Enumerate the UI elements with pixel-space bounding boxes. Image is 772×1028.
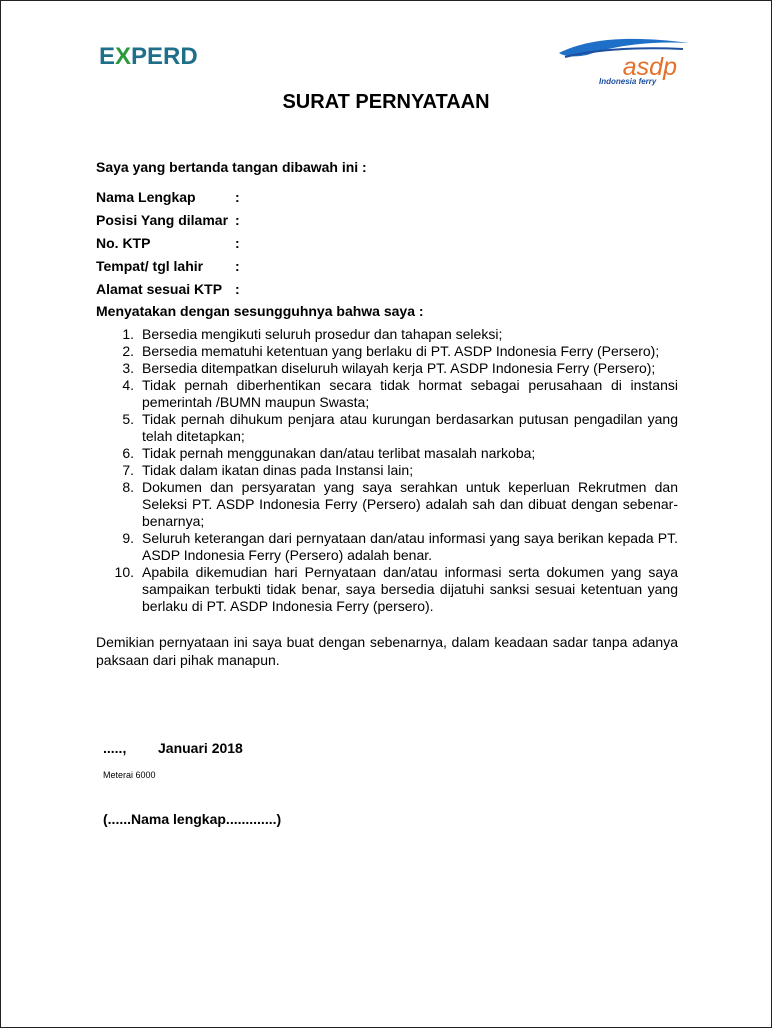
list-number: 6.	[122, 445, 134, 461]
list-text: Tidak pernah menggunakan dan/atau terlibat masalah narkoba;	[142, 445, 536, 461]
field-label-position: Posisi Yang dilamar	[96, 212, 229, 228]
list-item	[96, 326, 678, 343]
list-number: 5.	[122, 411, 134, 427]
list-text: Tidak pernah dihukum penjara atau kurungan berdasarkan putusan pengadilan yang telah ditetapkan;	[142, 411, 678, 444]
list-item	[96, 462, 678, 479]
list-text: Tidak pernah diberhentikan secara tidak hormat sebagai perusahaan di instansi pemerintah /BUMN maupun Swasta;	[142, 377, 678, 410]
list-number: 4.	[122, 377, 134, 393]
asdp-logo	[557, 35, 691, 89]
field-colon: :	[235, 189, 240, 205]
list-item	[96, 479, 678, 530]
list-text: Bersedia ditempatkan diseluruh wilayah kerja PT. ASDP Indonesia Ferry (Persero);	[142, 360, 656, 376]
field-label-ktp: No. KTP	[96, 235, 151, 251]
list-item	[96, 343, 678, 360]
closing-statement: Demikian pernyataan ini saya buat dengan sebenarnya, dalam keadaan sadar tanpa adanya paksaan dari pihak manapun.	[96, 634, 678, 668]
signing-date: Januari 2018	[158, 740, 243, 756]
list-text: Apabila dikemudian hari Pernyataan dan/atau informasi serta dokumen yang saya sampaikan terbukti tidak benar, saya bersedia dijatuhi sanksi sesuai ketentuan yang berlaku di PT. ASDP Indonesia Ferry (persero).	[142, 564, 678, 614]
list-item	[96, 445, 678, 462]
signing-place: .....,	[103, 740, 127, 756]
list-text: Tidak dalam ikatan dinas pada Instansi lain;	[142, 462, 414, 478]
declaration-heading: Menyatakan dengan sesungguhnya bahwa saya :	[96, 303, 424, 319]
list-number: 7.	[122, 462, 134, 478]
field-colon: :	[235, 281, 240, 297]
field-label-name: Nama Lengkap	[96, 189, 196, 205]
list-item	[96, 411, 678, 445]
experd-logo: EXPERD	[99, 43, 198, 70]
signature-name: (......Nama lengkap.............)	[103, 811, 282, 827]
list-item	[96, 530, 678, 564]
list-text: Dokumen dan persyaratan yang saya serahkan untuk keperluan Rekrutmen dan Seleksi PT. ASDP Indonesia Ferry (Persero) adalah sah dan dibuat dengan sebenar-benarnya;	[142, 479, 678, 529]
list-item	[96, 564, 678, 615]
list-number: 8.	[122, 479, 134, 495]
asdp-tagline: Indonesia ferry	[599, 77, 657, 86]
asdp-wordmark: asdp	[622, 53, 677, 81]
intro-text: Saya yang bertanda tangan dibawah ini :	[96, 159, 367, 175]
list-number: 2.	[122, 343, 134, 359]
field-label-birth: Tempat/ tgl lahir	[96, 258, 204, 274]
stamp-duty-note: Meterai 6000	[103, 770, 156, 780]
page-title: SURAT PERNYATAAN	[282, 91, 490, 113]
field-colon: :	[235, 235, 240, 251]
list-item	[96, 360, 678, 377]
field-colon: :	[235, 258, 240, 274]
list-text: Bersedia mengikuti seluruh prosedur dan tahapan seleksi;	[142, 326, 503, 342]
list-number: 1.	[122, 326, 134, 342]
field-label-address: Alamat sesuai KTP	[96, 281, 223, 297]
list-item	[96, 377, 678, 411]
list-text: Seluruh keterangan dari pernyataan dan/atau informasi yang saya berikan kepada PT. ASDP Indonesia Ferry (Persero) adalah benar.	[142, 530, 678, 563]
list-number: 9.	[122, 530, 134, 546]
field-colon: :	[235, 212, 240, 228]
list-number: 3.	[122, 360, 134, 376]
declaration-list	[96, 326, 678, 615]
list-number: 10.	[114, 564, 134, 580]
list-text: Bersedia mematuhi ketentuan yang berlaku di PT. ASDP Indonesia Ferry (Persero);	[142, 343, 660, 359]
